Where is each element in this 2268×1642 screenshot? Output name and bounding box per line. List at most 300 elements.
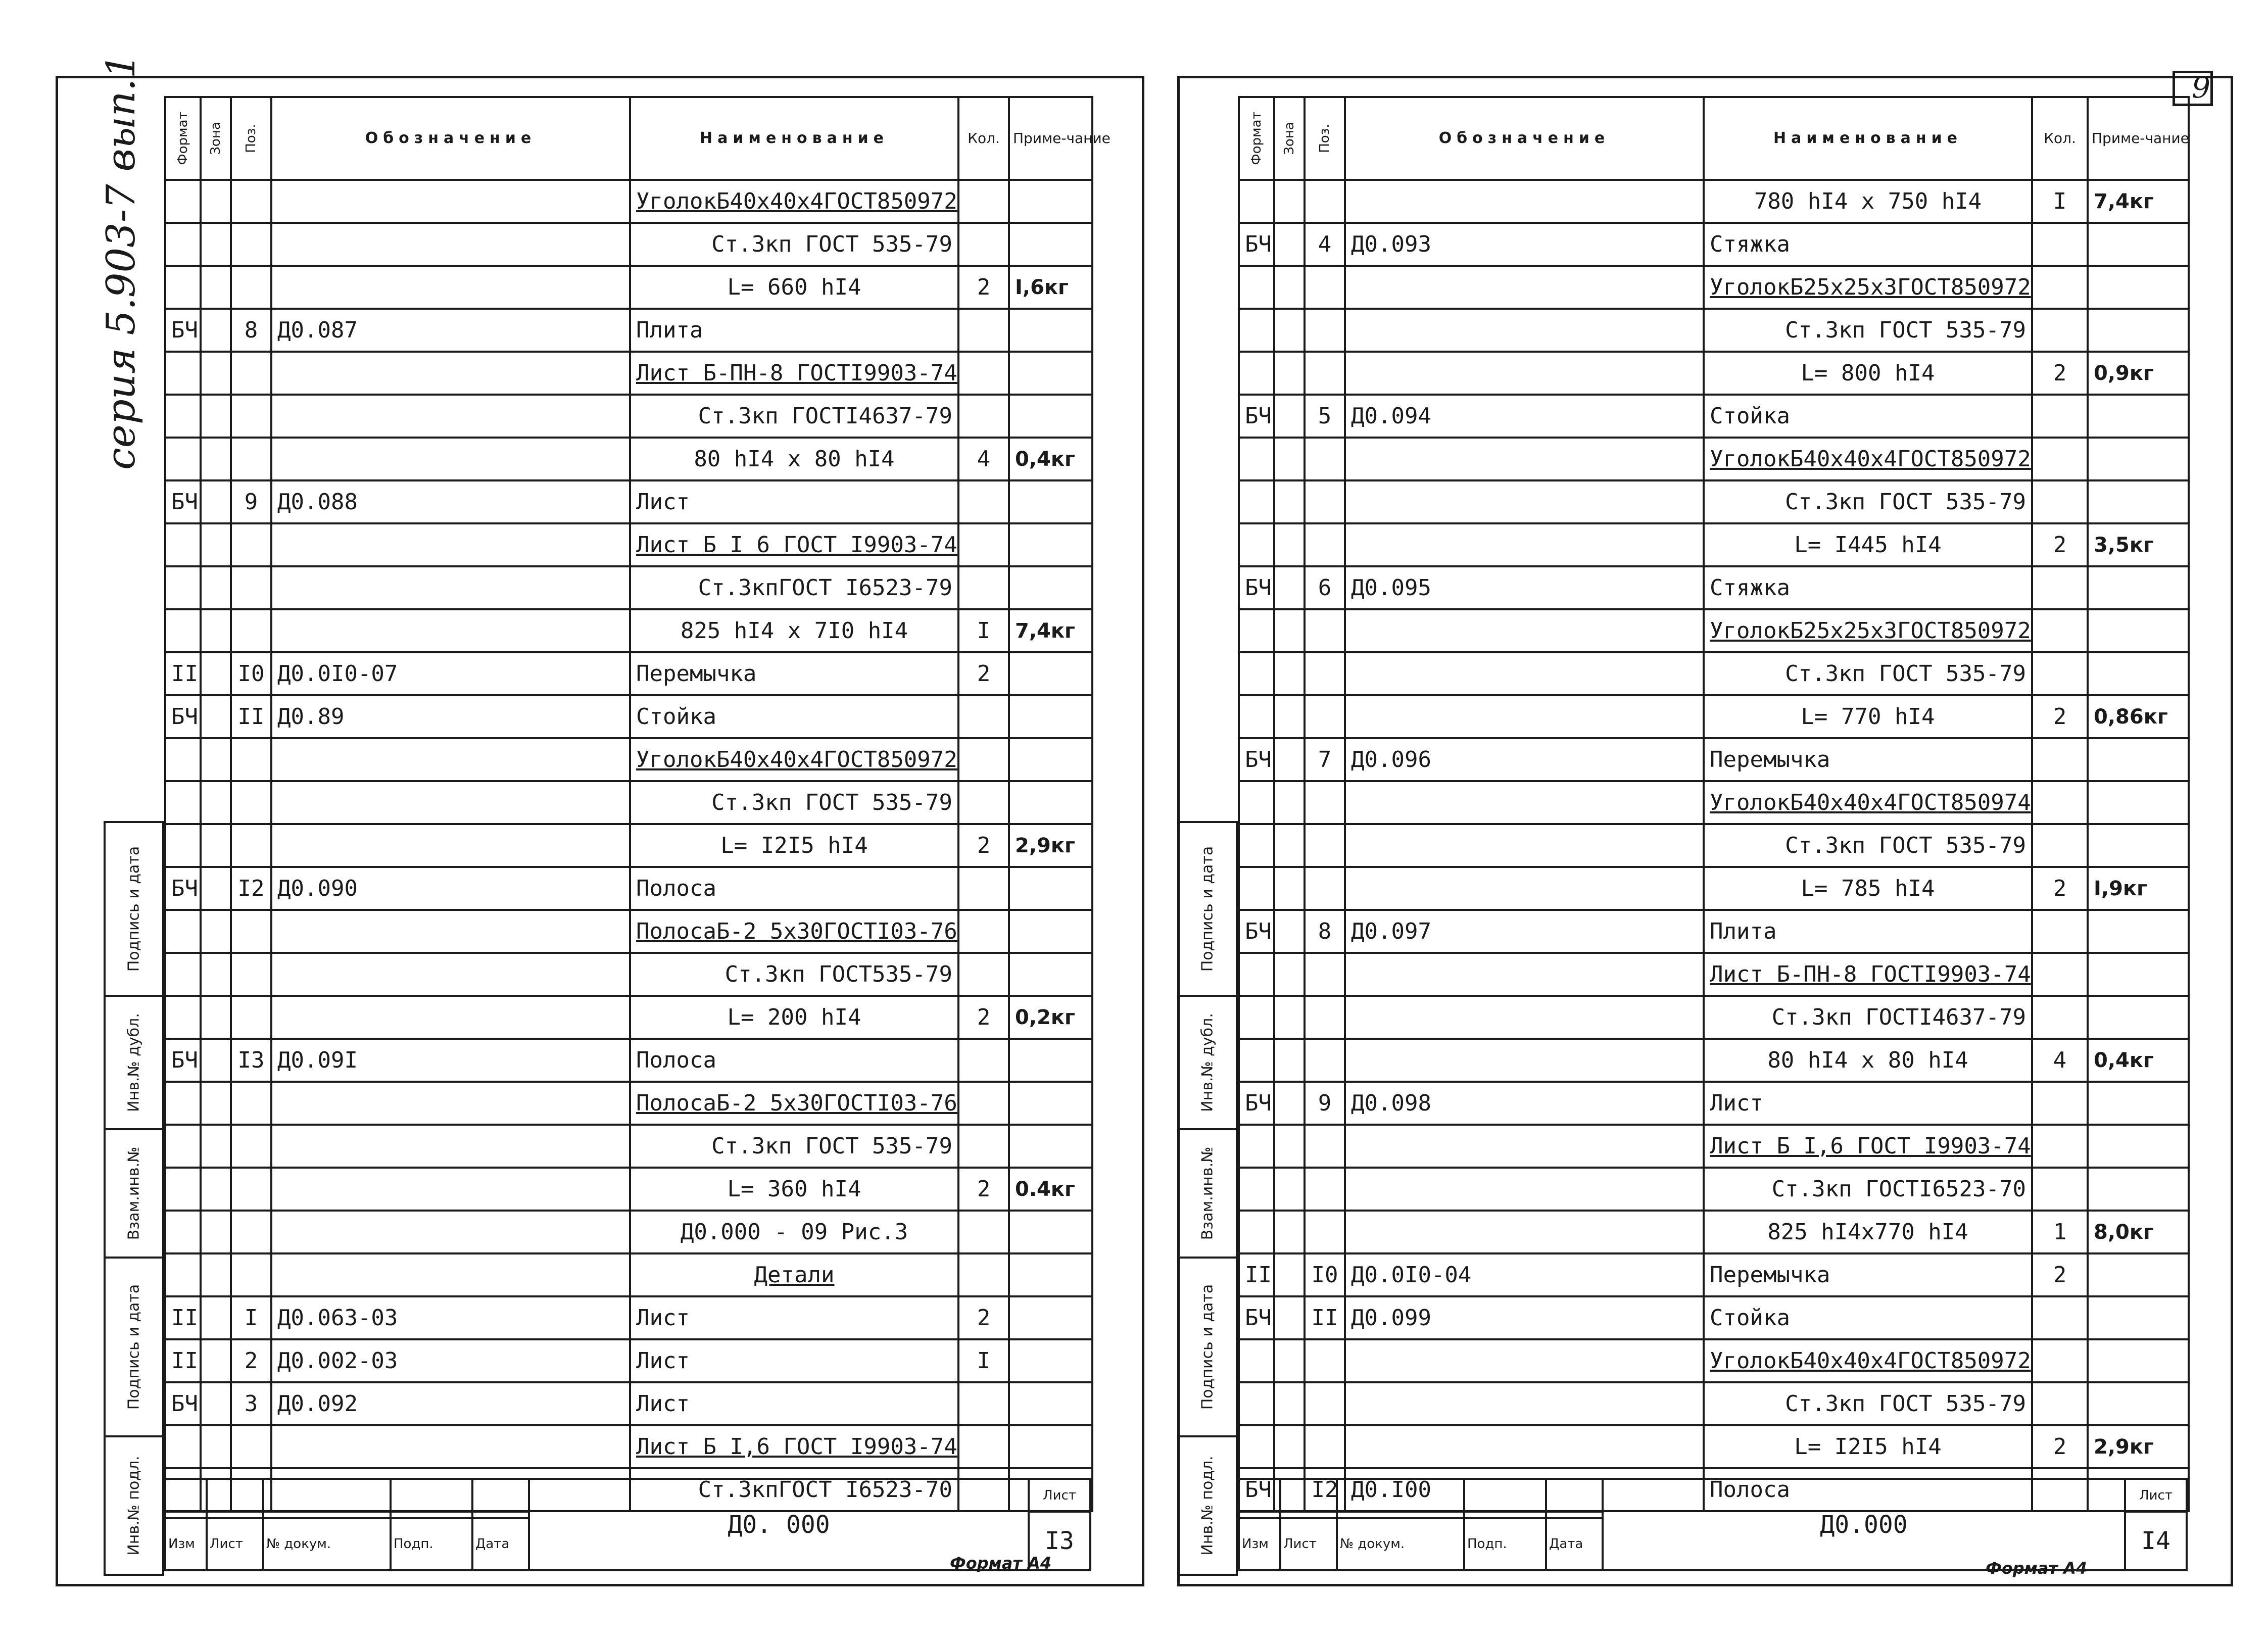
cell-note — [2088, 266, 2189, 309]
cell-designation — [271, 824, 630, 867]
table-row — [1239, 695, 2189, 738]
cell-name: Лист — [630, 480, 958, 523]
table-row — [165, 1082, 1092, 1125]
cell-zone — [201, 1382, 231, 1425]
cell-zone — [201, 266, 231, 309]
cell-pos: I2 — [1305, 1468, 1345, 1511]
cell-qty — [2032, 738, 2088, 781]
cell-format — [165, 996, 201, 1039]
table-row — [165, 480, 1092, 523]
cell-name: УголокБ25х25х3ГОСТ850972 — [1704, 609, 2032, 652]
cell-note — [1009, 309, 1092, 352]
cell-note — [1009, 352, 1092, 395]
table-row — [1239, 824, 2189, 867]
cell-designation — [271, 1211, 630, 1253]
cell-zone — [201, 1339, 231, 1382]
cell-designation — [271, 438, 630, 480]
cell-qty: 4 — [958, 438, 1009, 480]
cell-zone — [1274, 266, 1305, 309]
cell-pos — [231, 1082, 271, 1125]
cell-designation — [1345, 438, 1704, 480]
cell-name: L= 785 hI4 — [1704, 867, 2032, 910]
cell-designation — [1345, 523, 1704, 566]
cell-pos — [231, 910, 271, 953]
cell-format — [1239, 1211, 1274, 1253]
cell-zone — [201, 996, 231, 1039]
right-sidebar — [1177, 821, 1238, 1576]
table-row — [165, 652, 1092, 695]
cell-zone — [1274, 180, 1305, 223]
cell-designation: Д0.094 — [1345, 395, 1704, 438]
cell-format — [165, 781, 201, 824]
cell-note — [1009, 523, 1092, 566]
stamp-doc: № докум. — [1337, 1518, 1464, 1570]
cell-format — [165, 1125, 201, 1168]
cell-qty: 2 — [2032, 695, 2088, 738]
cell-pos — [1305, 609, 1345, 652]
cell-pos — [1305, 309, 1345, 352]
cell-format — [165, 1253, 201, 1296]
cell-pos — [231, 738, 271, 781]
cell-qty — [958, 223, 1009, 266]
col-note: Приме-чание — [2088, 97, 2189, 180]
table-row — [165, 566, 1092, 609]
cell-pos — [1305, 523, 1345, 566]
table-row — [1239, 352, 2189, 395]
cell-pos — [1305, 824, 1345, 867]
cell-zone — [201, 652, 231, 695]
table-row — [1239, 1296, 2189, 1339]
table-row — [1239, 309, 2189, 352]
cell-pos — [1305, 352, 1345, 395]
table-row — [1239, 1168, 2189, 1211]
cell-name: Ст.3кп ГОСТ 535-79 — [630, 781, 958, 824]
cell-name: Лист Б-ПН-8 ГОСТI9903-74 — [1704, 953, 2032, 996]
cell-note — [2088, 223, 2189, 266]
cell-zone — [1274, 566, 1305, 609]
cell-designation — [1345, 1211, 1704, 1253]
cell-pos — [231, 824, 271, 867]
cell-format: БЧ — [1239, 910, 1274, 953]
cell-name: Плита — [630, 309, 958, 352]
cell-format: БЧ — [165, 867, 201, 910]
cell-name: Ст.3кп ГОСТ 535-79 — [1704, 824, 2032, 867]
cell-zone — [1274, 1425, 1305, 1468]
cell-pos: 9 — [1305, 1082, 1345, 1125]
cell-zone — [1274, 910, 1305, 953]
table-row — [165, 695, 1092, 738]
table-row — [165, 910, 1092, 953]
table-row — [165, 223, 1092, 266]
table-row — [165, 824, 1092, 867]
cell-format — [1239, 824, 1274, 867]
cell-qty: 1 — [2032, 1211, 2088, 1253]
cell-name: Стойка — [1704, 395, 2032, 438]
cell-zone — [201, 867, 231, 910]
cell-qty: 2 — [2032, 1253, 2088, 1296]
cell-pos — [231, 1253, 271, 1296]
cell-name: ПолосаБ-2 5х30ГОСТI03-76 — [630, 910, 958, 953]
cell-pos — [1305, 180, 1345, 223]
cell-format — [1239, 953, 1274, 996]
cell-format — [1239, 1125, 1274, 1168]
cell-qty — [2032, 1339, 2088, 1382]
cell-qty — [2032, 438, 2088, 480]
cell-designation: Д0.89 — [271, 695, 630, 738]
cell-designation — [1345, 609, 1704, 652]
cell-zone — [1274, 1125, 1305, 1168]
cell-note: 0,86кг — [2088, 695, 2189, 738]
cell-zone — [201, 1039, 231, 1082]
cell-note — [2088, 1253, 2189, 1296]
cell-format: БЧ — [1239, 1468, 1274, 1511]
cell-format — [1239, 309, 1274, 352]
table-row — [1239, 996, 2189, 1039]
cell-pos — [1305, 1168, 1345, 1211]
cell-name: L= I2I5 hI4 — [1704, 1425, 2032, 1468]
cell-designation — [1345, 867, 1704, 910]
cell-note — [2088, 781, 2189, 824]
cell-pos — [231, 395, 271, 438]
cell-qty: 2 — [2032, 1425, 2088, 1468]
cell-zone — [201, 1082, 231, 1125]
cell-name: Лист — [630, 1339, 958, 1382]
table-row — [165, 266, 1092, 309]
left-spec-table — [164, 96, 1111, 1512]
table-row — [165, 609, 1092, 652]
cell-name: Плита — [1704, 910, 2032, 953]
cell-qty — [958, 523, 1009, 566]
cell-name: Ст.3кп ГОСТ 535-79 — [1704, 309, 2032, 352]
cell-qty — [2032, 309, 2088, 352]
cell-format: II — [165, 1296, 201, 1339]
cell-name: Полоса — [1704, 1468, 2032, 1511]
table-row — [1239, 223, 2189, 266]
cell-qty — [2032, 910, 2088, 953]
cell-name: Ст.3кпГОСТ I6523-70 — [630, 1468, 958, 1511]
table-row — [165, 1425, 1092, 1468]
cell-designation — [1345, 352, 1704, 395]
cell-pos — [231, 996, 271, 1039]
cell-designation — [271, 352, 630, 395]
cell-qty — [958, 695, 1009, 738]
cell-name: Лист Б I,6 ГОСТ I9903-74 — [630, 1425, 958, 1468]
cell-designation — [1345, 1125, 1704, 1168]
cell-qty — [958, 1082, 1009, 1125]
cell-name: УголокБ40х40х4ГОСТ850972 — [630, 180, 958, 223]
cell-note — [1009, 395, 1092, 438]
cell-note — [2088, 609, 2189, 652]
right-format-label: Формат А4 — [1986, 1559, 2088, 1578]
stamp-list: Лист — [1280, 1518, 1337, 1570]
cell-format — [1239, 867, 1274, 910]
cell-qty — [958, 1253, 1009, 1296]
cell-qty — [2032, 996, 2088, 1039]
cell-name: Ст.3кпГОСТ I6523-79 — [630, 566, 958, 609]
cell-format — [165, 1425, 201, 1468]
cell-pos: I0 — [1305, 1253, 1345, 1296]
cell-designation — [1345, 309, 1704, 352]
cell-zone — [201, 1168, 231, 1211]
sidebar-sign-date-2: Подпись и дата — [1198, 1284, 1217, 1410]
cell-designation — [1345, 266, 1704, 309]
cell-designation: Д0.002-03 — [271, 1339, 630, 1382]
cell-zone — [1274, 652, 1305, 695]
table-row — [1239, 438, 2189, 480]
cell-designation — [271, 1125, 630, 1168]
cell-zone — [1274, 395, 1305, 438]
cell-zone — [1274, 953, 1305, 996]
cell-qty — [2032, 824, 2088, 867]
cell-name: Лист — [630, 1382, 958, 1425]
cell-qty — [958, 953, 1009, 996]
cell-note — [1009, 1425, 1092, 1468]
col-format: Формат — [165, 97, 201, 180]
cell-pos — [1305, 867, 1345, 910]
cell-designation — [1345, 996, 1704, 1039]
cell-pos — [231, 1425, 271, 1468]
cell-name: Ст.3кп ГОСТ 535-79 — [1704, 480, 2032, 523]
cell-designation — [271, 781, 630, 824]
cell-qty: 2 — [958, 1296, 1009, 1339]
cell-designation: Д0.095 — [1345, 566, 1704, 609]
stamp-doc: № докум. — [263, 1518, 391, 1570]
cell-format — [165, 1211, 201, 1253]
cell-name: Детали — [630, 1253, 958, 1296]
cell-note — [2088, 1296, 2189, 1339]
cell-qty — [2032, 1296, 2088, 1339]
cell-format: БЧ — [1239, 223, 1274, 266]
table-row — [165, 1382, 1092, 1425]
cell-designation: Д0.088 — [271, 480, 630, 523]
cell-designation — [271, 1168, 630, 1211]
cell-pos — [1305, 438, 1345, 480]
table-row — [1239, 609, 2189, 652]
cell-qty: 2 — [958, 1168, 1009, 1211]
cell-format — [165, 438, 201, 480]
table-row — [1239, 566, 2189, 609]
cell-qty: 2 — [958, 266, 1009, 309]
cell-pos — [231, 1168, 271, 1211]
cell-pos — [1305, 652, 1345, 695]
cell-format: БЧ — [1239, 1082, 1274, 1125]
cell-zone — [1274, 523, 1305, 566]
col-name: Наименование — [630, 97, 958, 180]
cell-zone — [1274, 609, 1305, 652]
left-sidebar — [104, 821, 164, 1576]
cell-note — [1009, 1211, 1092, 1253]
sidebar-sign-date: Подпись и дата — [125, 846, 143, 972]
cell-designation: Д0.063-03 — [271, 1296, 630, 1339]
cell-note: I,9кг — [2088, 867, 2189, 910]
cell-designation — [271, 996, 630, 1039]
cell-qty — [2032, 566, 2088, 609]
cell-note: 7,4кг — [1009, 609, 1092, 652]
cell-name: Ст.3кп ГОСТ 535-79 — [630, 1125, 958, 1168]
cell-zone — [201, 1425, 231, 1468]
cell-designation — [271, 395, 630, 438]
cell-zone — [201, 352, 231, 395]
cell-qty — [958, 1125, 1009, 1168]
cell-name: 825 hI4x770 hI4 — [1704, 1211, 2032, 1253]
table-row — [1239, 180, 2189, 223]
cell-designation — [271, 566, 630, 609]
cell-zone — [201, 781, 231, 824]
table-row — [165, 1125, 1092, 1168]
cell-qty: 2 — [2032, 867, 2088, 910]
cell-note — [2088, 1382, 2189, 1425]
table-row — [1239, 1339, 2189, 1382]
cell-zone — [1274, 738, 1305, 781]
sidebar-inv-orig: Инв.№ подл. — [125, 1456, 143, 1556]
table-row — [1239, 1082, 2189, 1125]
cell-qty — [2032, 266, 2088, 309]
cell-designation — [271, 953, 630, 996]
cell-qty — [958, 738, 1009, 781]
cell-qty — [958, 1382, 1009, 1425]
cell-qty — [2032, 395, 2088, 438]
stamp-date: Дата — [1546, 1518, 1603, 1570]
cell-zone — [201, 480, 231, 523]
cell-note: 3,5кг — [2088, 523, 2189, 566]
cell-format — [1239, 180, 1274, 223]
cell-name: Стяжка — [1704, 223, 2032, 266]
cell-format: БЧ — [165, 480, 201, 523]
right-sheet-number: I4 — [2125, 1512, 2187, 1570]
cell-name: УголокБ40х40х4ГОСТ850972 — [1704, 1339, 2032, 1382]
cell-name: Лист — [1704, 1082, 2032, 1125]
stamp-izm: Изм — [165, 1518, 207, 1570]
table-row — [165, 738, 1092, 781]
cell-pos: I — [231, 1296, 271, 1339]
cell-zone — [1274, 1211, 1305, 1253]
cell-note — [1009, 1296, 1092, 1339]
cell-qty: 2 — [2032, 352, 2088, 395]
cell-note — [1009, 1339, 1092, 1382]
cell-name: Д0.000 - 09 Рис.3 — [630, 1211, 958, 1253]
cell-zone — [201, 910, 231, 953]
col-qty: Кол. — [958, 97, 1009, 180]
cell-pos: 2 — [231, 1339, 271, 1382]
cell-note — [2088, 1168, 2189, 1211]
sidebar-replaced: Взам.инв.№ — [1198, 1146, 1217, 1240]
cell-designation — [1345, 1425, 1704, 1468]
cell-name: L= 660 hI4 — [630, 266, 958, 309]
cell-designation — [1345, 824, 1704, 867]
cell-designation — [1345, 1039, 1704, 1082]
cell-name: Ст.3кп ГОСТ 535-79 — [1704, 652, 2032, 695]
cell-zone — [1274, 1168, 1305, 1211]
cell-designation — [1345, 695, 1704, 738]
cell-format — [165, 609, 201, 652]
cell-pos — [1305, 996, 1345, 1039]
cell-pos — [231, 352, 271, 395]
cell-zone — [1274, 1082, 1305, 1125]
cell-zone — [201, 1253, 231, 1296]
cell-designation — [271, 738, 630, 781]
cell-format: II — [1239, 1253, 1274, 1296]
cell-format: БЧ — [1239, 566, 1274, 609]
cell-qty — [2032, 1082, 2088, 1125]
cell-note — [2088, 910, 2189, 953]
cell-designation — [1345, 1339, 1704, 1382]
cell-qty: I — [958, 609, 1009, 652]
cell-name: УголокБ40х40х4ГОСТ850972 — [630, 738, 958, 781]
cell-zone — [1274, 781, 1305, 824]
sidebar-sign-date-2: Подпись и дата — [125, 1284, 143, 1410]
sidebar-replaced: Взам.инв.№ — [125, 1146, 143, 1240]
sidebar-inv-orig: Инв.№ подл. — [1198, 1456, 1217, 1556]
table-row — [165, 1296, 1092, 1339]
cell-pos — [1305, 480, 1345, 523]
cell-designation: Д0.090 — [271, 867, 630, 910]
cell-note — [2088, 1339, 2189, 1382]
cell-name: L= 770 hI4 — [1704, 695, 2032, 738]
table-row — [165, 1168, 1092, 1211]
cell-format: БЧ — [1239, 395, 1274, 438]
table-row — [1239, 652, 2189, 695]
cell-note: 0,9кг — [2088, 352, 2189, 395]
cell-pos: I2 — [231, 867, 271, 910]
cell-note: I,6кг — [1009, 266, 1092, 309]
left-sheet-label: Лист — [1029, 1479, 1090, 1512]
cell-format — [1239, 1382, 1274, 1425]
cell-note — [2088, 309, 2189, 352]
cell-qty — [958, 395, 1009, 438]
right-spec-table — [1238, 96, 2190, 1512]
cell-zone — [1274, 695, 1305, 738]
cell-name: Лист — [630, 1296, 958, 1339]
table-row — [1239, 1211, 2189, 1253]
col-format: Формат — [1239, 97, 1274, 180]
cell-name: Ст.3кп ГОСТ 535-79 — [1704, 1382, 2032, 1425]
cell-zone — [1274, 352, 1305, 395]
cell-designation: Д0.087 — [271, 309, 630, 352]
sidebar-inv-dup: Инв.№ дубл. — [125, 1013, 143, 1112]
cell-format — [1239, 1425, 1274, 1468]
cell-pos: 8 — [231, 309, 271, 352]
col-zone: Зона — [1274, 97, 1305, 180]
right-title-block — [1238, 1478, 2188, 1571]
cell-pos: 6 — [1305, 566, 1345, 609]
cell-zone — [1274, 1039, 1305, 1082]
col-designation: Обозначение — [271, 97, 630, 180]
cell-name: Ст.3кп ГОСТ535-79 — [630, 953, 958, 996]
cell-note — [1009, 223, 1092, 266]
table-row — [1239, 1253, 2189, 1296]
cell-pos: 4 — [1305, 223, 1345, 266]
cell-note: 0.4кг — [1009, 1168, 1092, 1211]
cell-name: L= 360 hI4 — [630, 1168, 958, 1211]
table-row — [1239, 910, 2189, 953]
cell-note — [2088, 1125, 2189, 1168]
cell-format: БЧ — [165, 1382, 201, 1425]
cell-qty — [2032, 609, 2088, 652]
cell-note: 2,9кг — [2088, 1425, 2189, 1468]
cell-pos: 3 — [231, 1382, 271, 1425]
cell-qty — [958, 1039, 1009, 1082]
cell-qty — [958, 1425, 1009, 1468]
cell-pos: II — [231, 695, 271, 738]
cell-note — [1009, 652, 1092, 695]
cell-designation: Д0.099 — [1345, 1296, 1704, 1339]
cell-pos — [231, 266, 271, 309]
cell-designation — [1345, 180, 1704, 223]
cell-zone — [201, 824, 231, 867]
cell-designation: Д0.09I — [271, 1039, 630, 1082]
cell-name: УголокБ40х40х4ГОСТ850974 — [1704, 781, 2032, 824]
stamp-izm: Изм — [1239, 1518, 1280, 1570]
